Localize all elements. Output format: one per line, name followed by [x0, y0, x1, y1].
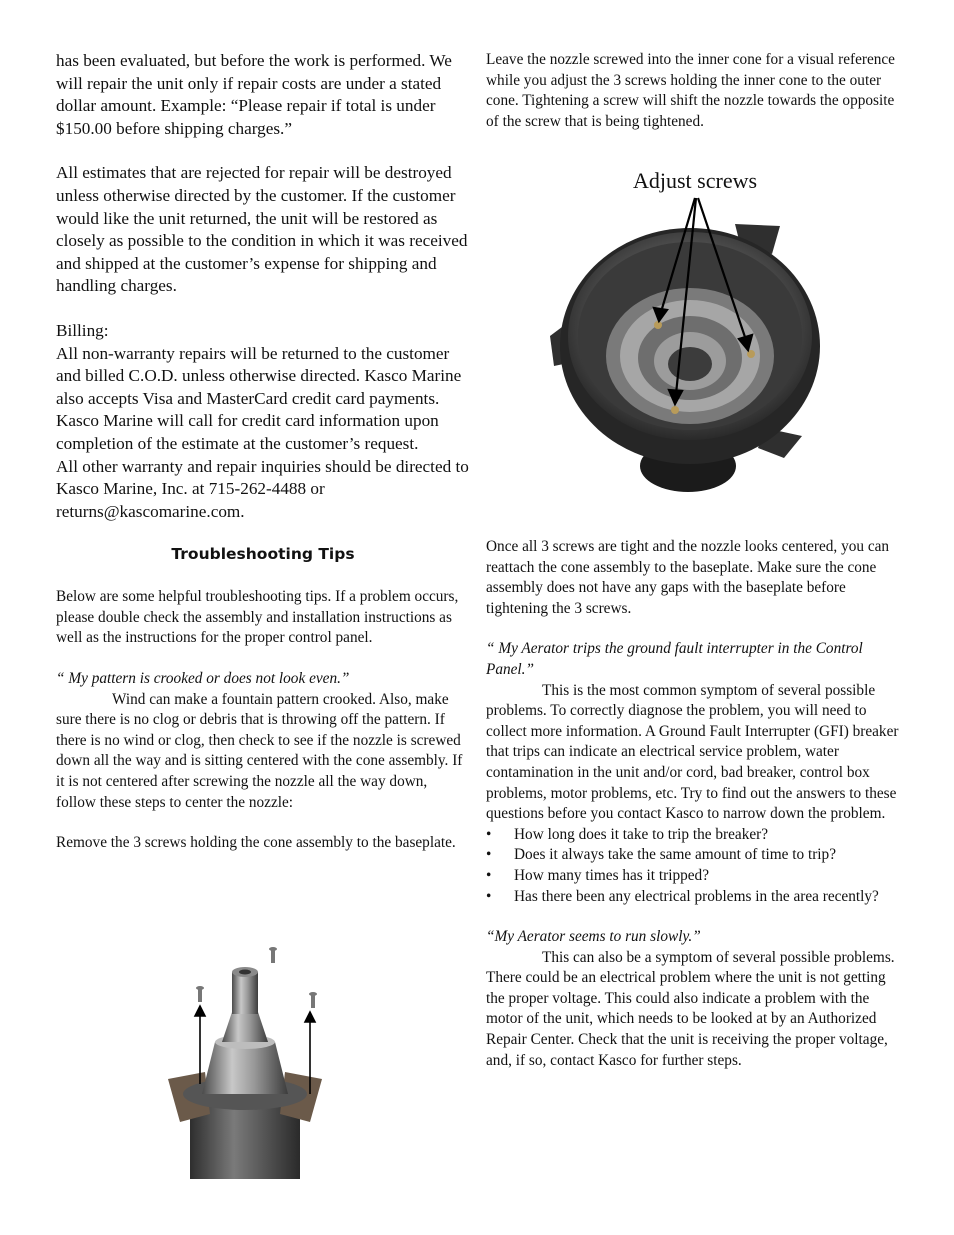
inquiries-paragraph: All other warranty and repair inquiries should be directed to Kasco Marine, Inc. at 715-262-4488 or returns@kascomarine.com.	[56, 456, 469, 521]
right-column	[486, 50, 900, 132]
billing-paragraph: All non-warranty repairs will be returned to the customer and billed C.O.D. unless otherwise directed. Kasco Marine also accepts Visa and MasterCard credit card payments. Kasco Marine will call for credit card information upon completion of the estimate at the customer’s request.	[56, 343, 462, 453]
figure-label: Adjust screws	[633, 168, 758, 193]
list-item: • Has there been any electrical problems in the area recently?	[486, 887, 900, 908]
intro-paragraph: has been evaluated, but before the work is performed. We will repair the unit only if repair costs are under a stated dollar amount. Example: “Please repair if total is under $150.00 before shipping charges.”	[56, 51, 452, 138]
bullet-marker: •	[486, 825, 492, 843]
list-item: • How many times has it tripped?	[486, 866, 900, 887]
slow-answer: This can also be a symptom of several possible problems. There could be an electrical problem where the unit is not getting the proper voltage. This could also indicate a problem with the motor of the unit, which needs to be looked at by an Authorized Repair Center. Check that the unit is receiving the proper voltage, and, if so, contact Kasco for further steps.	[486, 948, 895, 1069]
center-hole	[668, 347, 712, 381]
gfi-question-list	[486, 825, 900, 907]
nozzle	[232, 972, 258, 1014]
nozzle-paragraph: Leave the nozzle screwed into the inner cone for a visual reference while you adjust the 3 screws holding the inner cone to the outer cone. Tightening a screw will shift the nozzle towards the opposite of the screw that is being tightened.	[486, 51, 895, 130]
screw-top	[269, 947, 277, 963]
outer-cone-figure	[540, 196, 850, 496]
gfi-answer: This is the most common symptom of several possible problems. To correctly diagnose the problem, you will need to collect more information. A Ground Fault Interrupter (GFI) breaker that trips can indicate an electrical service problem, water contamination in the unit and/or cord, bad breaker, control box problems, motor problems, etc. Try to find out the answers to these questions before you contact Kasco to narrow down the problem.	[486, 681, 899, 823]
gfi-question: “ My Aerator trips the ground fault interrupter in the Control Panel.”	[486, 640, 863, 678]
screw-right	[309, 992, 317, 1008]
screw-left	[196, 986, 204, 1002]
cone-assembly-figure	[160, 944, 330, 1179]
slow-question: “My Aerator seems to run slowly.”	[486, 928, 701, 946]
list-item: • How long does it take to trip the breaker?	[486, 825, 900, 846]
estimates-paragraph: All estimates that are rejected for repair will be destroyed unless otherwise directed by the customer. If the customer would like the unit returned, the unit will be restored as closely as possible to the condition in which it was received and shipped at the customer’s expense for shipping and handling charges.	[56, 163, 468, 296]
upper-cone	[222, 1012, 268, 1042]
lower-cone	[202, 1042, 288, 1094]
pattern-question: “ My pattern is crooked or does not look even.”	[56, 670, 350, 688]
adjust-screw-3	[671, 406, 679, 414]
list-item: • Does it always take the same amount of time to trip?	[486, 845, 900, 866]
motor-body	[190, 1104, 300, 1179]
bullet-marker: •	[486, 866, 492, 884]
remove-screws-text: Remove the 3 screws holding the cone assembly to the baseplate.	[56, 834, 456, 852]
billing-title: Billing:	[56, 320, 109, 340]
bullet-marker: •	[486, 887, 492, 905]
bullet-marker: •	[486, 846, 492, 864]
reattach-paragraph: Once all 3 screws are tight and the nozzle looks centered, you can reattach the cone assembly to the baseplate. Make sure the cone assembly does not have any gaps with the baseplate before tightening the 3 screws.	[486, 538, 890, 617]
adjust-screw-1	[654, 321, 662, 329]
right-column-lower	[486, 537, 900, 1071]
left-column	[56, 50, 470, 854]
pattern-answer: Wind can make a fountain pattern crooked. Also, make sure there is no clog or debris that is throwing off the pattern. If there is no wind or clog, then check to see if the nozzle is screwed down all the way and is sitting centered with the cone assembly. If it is not centered after screwing the nozzle all the way down, follow these steps to center the nozzle:	[56, 690, 463, 811]
tips-intro: Below are some helpful troubleshooting tips. If a problem occurs, please double check the assembly and installation instructions as well as the instructions for the proper control panel.	[56, 588, 459, 647]
section-heading: Troubleshooting Tips	[171, 545, 355, 564]
